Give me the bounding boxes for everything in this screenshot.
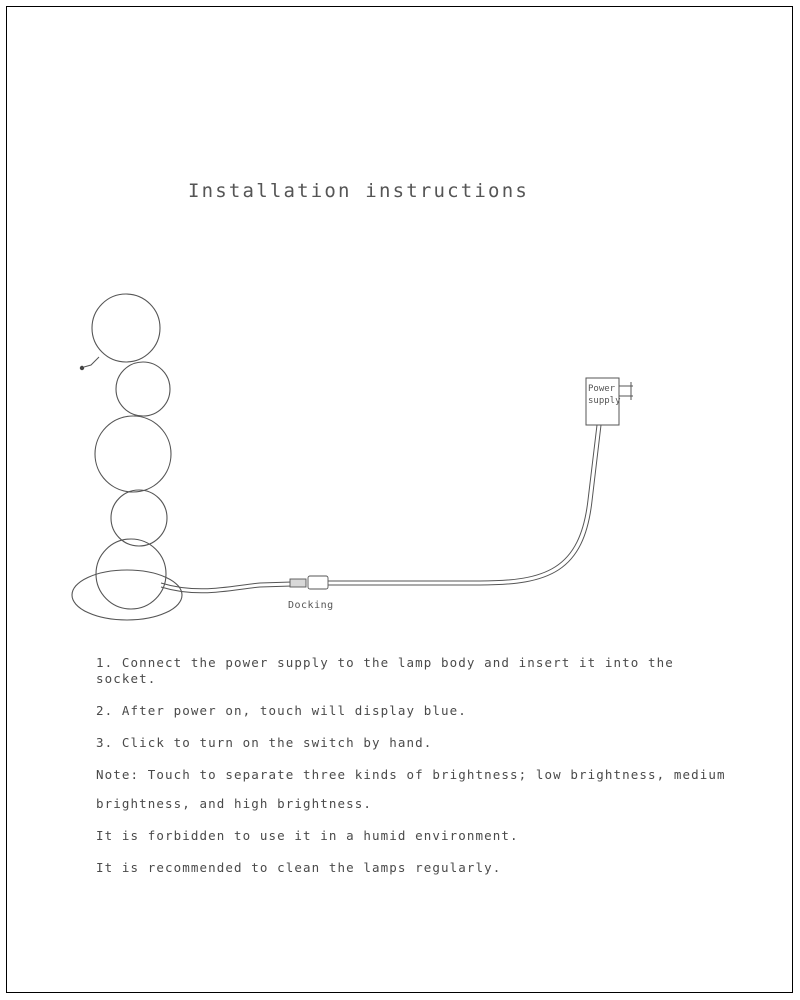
power-cable-upper-2 (328, 425, 601, 585)
power-supply-label-line1: Power (588, 384, 616, 394)
instruction-maintenance: It is recommended to clean the lamps regularly. (96, 860, 502, 875)
page-title: Installation instructions (188, 180, 529, 202)
power-cable-lower (161, 582, 292, 589)
lamp-ball (95, 416, 171, 492)
docking-connector-large (308, 576, 328, 589)
instruction-note-line-2: brightness, and high brightness. (96, 796, 373, 811)
touch-point-dot (80, 366, 84, 370)
lamp-ball (111, 490, 167, 546)
instruction-step-3: 3. Click to turn on the switch by hand. (96, 735, 433, 750)
instruction-note-line-1: Note: Touch to separate three kinds of brightness; low brightness, medium (96, 767, 726, 782)
power-supply-label (588, 383, 624, 407)
instruction-list (96, 655, 736, 892)
power-supply-label-line2: supply (588, 396, 621, 406)
instruction-warning: It is forbidden to use it in a humid environment. (96, 828, 519, 843)
instruction-step-1: 1. Connect the power supply to the lamp body and insert it into the socket. (96, 655, 674, 686)
instruction-step-2: 2. After power on, touch will display blue. (96, 703, 467, 718)
lamp-ball (92, 294, 160, 362)
touch-point-icon (84, 357, 99, 367)
docking-label: Docking (288, 600, 334, 611)
power-cable-upper (328, 425, 597, 581)
docking-connector-small (290, 579, 306, 587)
lamp-ball (116, 362, 170, 416)
installation-diagram (0, 250, 800, 650)
